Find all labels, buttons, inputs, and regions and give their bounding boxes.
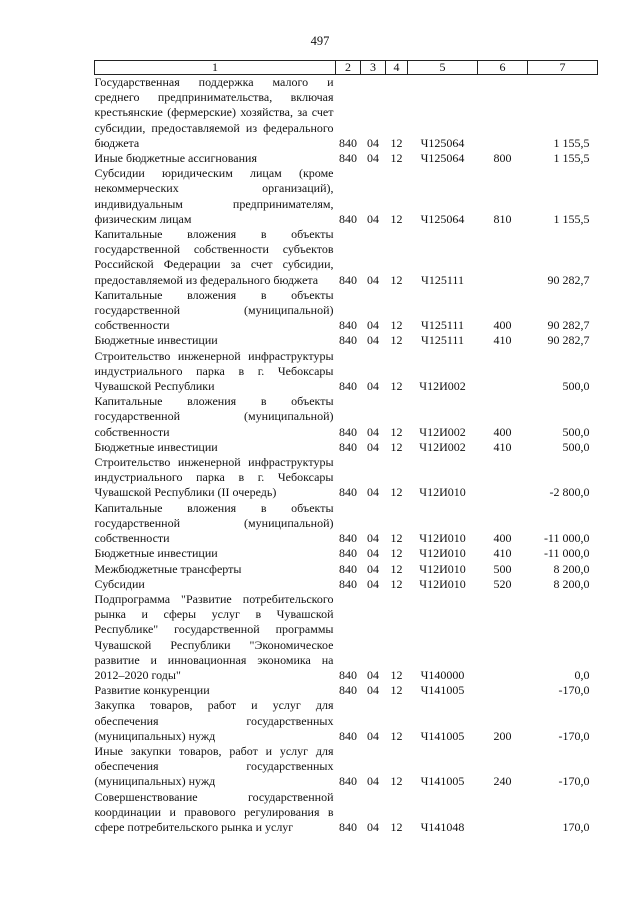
code-target: Ч141048	[420, 819, 465, 834]
code-target: Ч140000	[420, 667, 465, 682]
code-subsection: 12	[390, 424, 403, 439]
code-subsection: 12	[390, 819, 403, 834]
row-name: Бюджетные инвестиции	[94, 439, 218, 454]
code-section: 04	[367, 485, 379, 500]
code-admin: 840	[339, 728, 357, 743]
code-subsection: 12	[390, 211, 403, 226]
row-amount: 1 155,5	[553, 135, 590, 150]
code-section: 04	[367, 683, 379, 698]
table-row	[95, 562, 598, 577]
table-row	[95, 394, 598, 440]
row-name: Подпрограмма "Развитие потребительского рынка и сферы услуг в Чувашской Республике" государственной программы Чувашской Республики "Экономическое развитие и инновационная экономика на 2012–2020 годы"	[94, 591, 334, 682]
code-target: Ч141005	[420, 774, 465, 789]
row-name: Капитальные вложения в объекты государственной собственности субъектов Российской Федерации за счет субсидии, предоставляемой из федерального бюджета	[94, 227, 334, 287]
code-section: 04	[367, 151, 379, 166]
table-row	[95, 698, 598, 744]
table-row	[95, 75, 598, 152]
row-name: Межбюджетные трансферты	[94, 561, 242, 576]
code-expense-type: 400	[493, 424, 512, 439]
table-header-row	[95, 61, 598, 75]
code-admin: 840	[339, 151, 357, 166]
code-expense-type: 520	[493, 576, 512, 591]
code-expense-type	[478, 455, 528, 501]
code-section: 04	[367, 333, 379, 348]
code-target: Ч125111	[421, 333, 464, 348]
code-admin: 840	[339, 576, 357, 591]
code-section: 04	[367, 211, 379, 226]
table-row	[95, 546, 598, 561]
code-subsection: 12	[390, 683, 403, 698]
code-target: Ч125111	[421, 272, 464, 287]
code-section: 04	[367, 819, 379, 834]
code-admin: 840	[339, 135, 357, 150]
column-header: 2	[336, 61, 361, 75]
row-name: Совершенствование государственной координации и правового регулирования в сфере потребительского рынка и услуг	[94, 789, 334, 834]
column-header: 1	[95, 61, 336, 75]
row-name: Субсидии юридическим лицам (кроме некоммерческих организаций), индивидуальным предпринимателям, физическим лицам	[94, 166, 334, 226]
row-amount: -170,0	[558, 774, 590, 789]
table-row	[95, 592, 598, 683]
code-subsection: 12	[390, 439, 403, 454]
code-target: Ч12И002	[419, 379, 466, 394]
table-row	[95, 577, 598, 592]
code-section: 04	[367, 576, 379, 591]
code-subsection: 12	[390, 318, 403, 333]
code-subsection: 12	[390, 576, 403, 591]
table-row	[95, 227, 598, 288]
code-subsection: 12	[390, 272, 403, 287]
column-header: 5	[408, 61, 478, 75]
row-amount: 170,0	[562, 819, 590, 834]
row-amount: 90 282,7	[547, 333, 590, 348]
table-row	[95, 440, 598, 455]
code-section: 04	[367, 439, 379, 454]
row-name: Строительство инженерной инфраструктуры индустриального парка в г. Чебоксары Чувашской Республики	[94, 348, 334, 394]
code-expense-type	[478, 75, 528, 152]
row-amount: 500,0	[562, 424, 590, 439]
row-name: Капитальные вложения в объекты государственной (муниципальной) собственности	[94, 287, 334, 333]
code-target: Ч12И010	[419, 546, 466, 561]
table-row	[95, 288, 598, 334]
code-admin: 840	[339, 667, 357, 682]
row-name: Развитие конкуренции	[94, 683, 210, 698]
row-amount: 1 155,5	[553, 211, 590, 226]
code-admin: 840	[339, 819, 357, 834]
row-name: Иные бюджетные ассигнования	[94, 151, 257, 166]
code-subsection: 12	[390, 151, 403, 166]
code-section: 04	[367, 531, 379, 546]
code-subsection: 12	[390, 379, 403, 394]
row-name: Государственная поддержка малого и среднего предпринимательства, включая крестьянские (фермерские) хозяйства, за счет субсидии, предоставляемой из федерального бюджета	[94, 75, 334, 150]
code-section: 04	[367, 561, 379, 576]
table-row	[95, 166, 598, 227]
row-name: Субсидии	[94, 576, 145, 591]
code-subsection: 12	[390, 561, 403, 576]
code-expense-type	[478, 227, 528, 288]
code-target: Ч12И010	[419, 561, 466, 576]
row-amount: -11 000,0	[543, 531, 590, 546]
code-admin: 840	[339, 379, 357, 394]
row-name: Бюджетные инвестиции	[94, 546, 218, 561]
table-row	[95, 744, 598, 790]
code-admin: 840	[339, 531, 357, 546]
code-target: Ч141005	[420, 683, 465, 698]
table-row	[95, 455, 598, 501]
code-section: 04	[367, 379, 379, 394]
row-amount: 0,0	[574, 667, 590, 682]
table-row	[95, 333, 598, 348]
row-amount: 8 200,0	[553, 576, 590, 591]
code-admin: 840	[339, 333, 357, 348]
row-name: Строительство инженерной инфраструктуры индустриального парка в г. Чебоксары Чувашской Республики (II очередь)	[94, 455, 334, 500]
code-expense-type: 400	[493, 531, 512, 546]
row-amount: 500,0	[562, 379, 590, 394]
code-admin: 840	[339, 683, 357, 698]
table-row	[95, 151, 598, 166]
row-name: Иные закупки товаров, работ и услуг для обеспечения государственных (муниципальных) нужд	[94, 743, 334, 789]
code-expense-type	[478, 592, 528, 683]
code-admin: 840	[339, 424, 357, 439]
code-target: Ч12И010	[419, 485, 466, 500]
code-subsection: 12	[390, 333, 403, 348]
code-subsection: 12	[390, 667, 403, 682]
code-section: 04	[367, 135, 379, 150]
code-expense-type: 240	[493, 774, 512, 789]
row-amount: 500,0	[562, 439, 590, 454]
code-section: 04	[367, 667, 379, 682]
code-expense-type	[478, 683, 528, 698]
code-admin: 840	[339, 318, 357, 333]
code-admin: 840	[339, 272, 357, 287]
row-amount: 8 200,0	[553, 561, 590, 576]
code-target: Ч125111	[421, 318, 464, 333]
code-admin: 840	[339, 561, 357, 576]
row-name: Закупка товаров, работ и услуг для обеспечения государственных (муниципальных) нужд	[94, 698, 334, 743]
row-amount: -170,0	[558, 683, 590, 698]
code-section: 04	[367, 774, 379, 789]
row-amount: 90 282,7	[547, 272, 590, 287]
row-name: Капитальные вложения в объекты государственной (муниципальной) собственности	[94, 394, 334, 439]
code-subsection: 12	[390, 485, 403, 500]
code-section: 04	[367, 424, 379, 439]
row-name: Бюджетные инвестиции	[94, 333, 218, 348]
code-subsection: 12	[390, 728, 403, 743]
code-section: 04	[367, 546, 379, 561]
code-target: Ч125064	[420, 135, 465, 150]
code-expense-type: 410	[493, 546, 512, 561]
code-expense-type: 500	[493, 561, 512, 576]
column-header: 6	[478, 61, 528, 75]
code-target: Ч125064	[420, 151, 465, 166]
table-row	[95, 501, 598, 547]
row-amount: 90 282,7	[547, 318, 590, 333]
code-subsection: 12	[390, 774, 403, 789]
code-admin: 840	[339, 439, 357, 454]
code-admin: 840	[339, 774, 357, 789]
code-subsection: 12	[390, 531, 403, 546]
table-row	[95, 349, 598, 395]
row-amount: -170,0	[558, 728, 590, 743]
code-section: 04	[367, 318, 379, 333]
code-expense-type: 200	[493, 728, 512, 743]
column-header: 4	[386, 61, 408, 75]
code-section: 04	[367, 728, 379, 743]
code-admin: 840	[339, 211, 357, 226]
column-header: 7	[528, 61, 598, 75]
code-section: 04	[367, 272, 379, 287]
code-expense-type: 400	[493, 318, 512, 333]
code-expense-type: 810	[493, 211, 512, 226]
row-amount: -2 800,0	[549, 485, 590, 500]
code-target: Ч12И002	[419, 424, 466, 439]
code-expense-type: 410	[493, 439, 512, 454]
page-number: 497	[310, 34, 330, 48]
code-expense-type	[478, 790, 528, 836]
row-amount: -11 000,0	[543, 546, 590, 561]
column-header: 3	[361, 61, 386, 75]
code-expense-type: 410	[493, 333, 512, 348]
code-subsection: 12	[390, 135, 403, 150]
code-admin: 840	[339, 485, 357, 500]
budget-table	[94, 60, 598, 835]
code-expense-type	[478, 349, 528, 395]
code-subsection: 12	[390, 546, 403, 561]
code-admin: 840	[339, 546, 357, 561]
row-amount: 1 155,5	[553, 151, 590, 166]
code-target: Ч12И010	[419, 576, 466, 591]
code-target: Ч141005	[420, 728, 465, 743]
code-target: Ч125064	[420, 211, 465, 226]
code-target: Ч12И010	[419, 531, 466, 546]
code-expense-type: 800	[493, 151, 512, 166]
table-row	[95, 683, 598, 698]
code-target: Ч12И002	[419, 439, 466, 454]
row-name: Капитальные вложения в объекты государственной (муниципальной) собственности	[94, 500, 334, 546]
table-row	[95, 790, 598, 836]
